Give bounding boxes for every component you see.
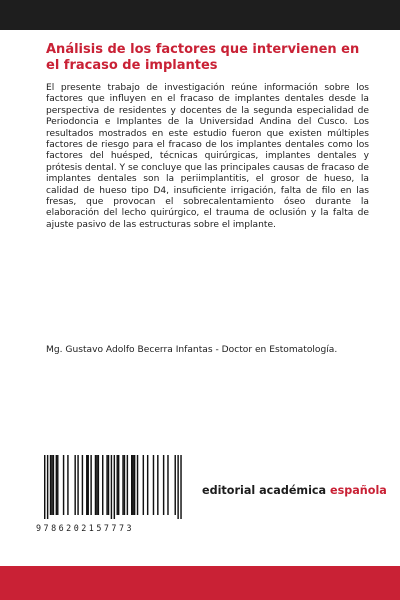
book-abstract: El presente trabajo de investigación reúne información sobre los factores que influyen en el fracaso de implantes dentales desde la perspectiva de residentes y docentes de la segunda especialidad de Periodoncia e Implantes de la Universidad Andina del Cusco. Los resultados mostrados en este estudio fueron que existen múltiples factores de riesgo para el fracaso de los implantes dentales como los factores del huésped, técnicas quirúrgicas, implantes dentales y prótesis dental. Y se concluye que las principales causas de fracaso de implantes dentales son la periimplantitis, el grosor de hueso, la calidad de hueso tipo D4, insuficiente irrigación, falta de filo en las fresas, que provocan el sobrecalentamiento óseo durante la elaboración del lecho quirúrgico, el trauma de oclusión y la falta de ajuste pasivo de las estructuras sobre el implante. [46,83,370,230]
barcode-bar [106,455,107,515]
publisher-name: editorial académica [202,484,330,497]
barcode-bar [134,455,135,515]
barcode-bar [63,455,64,515]
barcode-bar [180,455,181,519]
barcode-bar [132,455,133,515]
barcode-bar [163,455,164,515]
barcode-bar [122,455,123,515]
barcode-bar [53,455,54,515]
barcode-bar [117,455,118,515]
bottom-red-band [0,566,400,600]
barcode-bar [82,455,83,515]
barcode-bar [167,455,168,515]
barcode-bar [177,455,178,519]
barcode-bar [124,455,125,515]
barcode-bar [47,455,48,519]
barcode-bar [86,455,87,515]
barcode-bar [67,455,68,515]
barcode-bar [137,455,138,515]
barcode-bar [153,455,154,515]
barcode-bar [98,455,99,515]
publisher-logo [202,484,387,497]
barcode-bar [44,455,45,519]
barcode-bar [175,455,176,515]
barcode-bar [147,455,148,515]
barcode-bar [74,455,75,515]
barcode-bar [95,455,96,515]
barcode-bar [131,455,132,515]
publisher-name-accent: española [330,484,387,497]
barcode-bar [56,455,57,515]
barcode-bar [96,455,97,515]
author-credit: Mg. Gustavo Adolfo Becerra Infantas - Doctor en Estomatología. [46,345,338,355]
barcode-bar [108,455,109,515]
barcode-bar [50,455,51,515]
barcode-bar [114,455,115,519]
barcode-bar [102,455,103,515]
barcode-bar [111,455,112,519]
barcode-bar [157,455,158,515]
isbn-number: 9786202157773 [36,523,135,533]
barcode-bar [143,455,144,515]
book-title: Análisis de los factores que intervienen en el fracaso de implantes [46,42,360,73]
barcode-bars [36,455,188,523]
top-dark-band [0,0,400,30]
barcode-bar [127,455,128,515]
barcode-bar [57,455,58,515]
barcode-bar [88,455,89,515]
barcode-bar [118,455,119,515]
barcode-bar [77,455,78,515]
barcode-bar [90,455,91,515]
barcode-bar [51,455,52,515]
